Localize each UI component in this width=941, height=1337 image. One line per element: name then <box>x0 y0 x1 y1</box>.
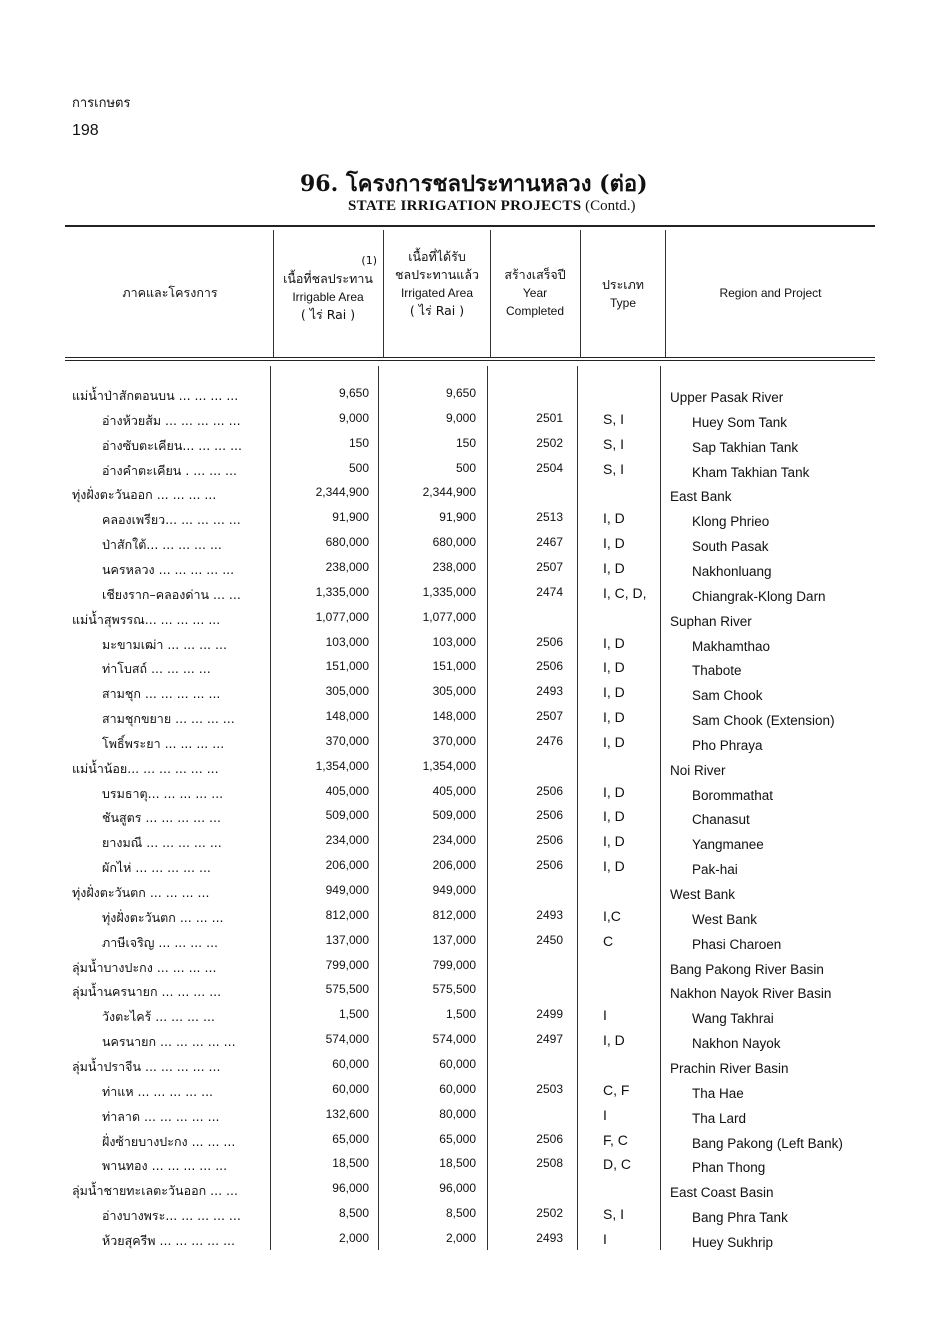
year-completed-value: 2499 <box>536 1007 563 1022</box>
project-type-value: F, C <box>603 1131 628 1148</box>
row-name-english: Bang Phra Tank <box>692 1210 788 1226</box>
project-type-value: I <box>603 1230 607 1247</box>
column-header-irrigable <box>275 252 381 324</box>
project-type-value: S, I <box>603 1206 625 1223</box>
irrigable-area-value: 405,000 <box>325 783 369 798</box>
row-name-thai: ชันสูตร ... ... ... ... ... <box>102 810 221 826</box>
irrigable-area-value: 500 <box>348 460 369 475</box>
row-name-thai: ลุ่มน้ำปราจีน ... ... ... ... ... <box>72 1058 221 1074</box>
irrigable-area-value: 305,000 <box>325 684 369 699</box>
row-name-thai: วังตะไคร้ ... ... ... ... <box>102 1009 215 1025</box>
year-completed-value: 2450 <box>536 932 563 947</box>
irrigable-area-value: 574,000 <box>325 1032 369 1047</box>
row-name-english: Phan Thong <box>692 1160 766 1176</box>
row-name-english: Bang Pakong (Left Bank) <box>692 1135 843 1151</box>
year-completed-value: 2476 <box>536 733 563 748</box>
row-name-thai: อ่างคำตะเคียน . ... ... ... <box>102 462 237 478</box>
irrigated-area-value: 18,500 <box>439 1156 476 1171</box>
project-type-value: I, D <box>603 659 625 676</box>
row-name-thai: ฝั่งซ้ายบางปะกง ... ... ... <box>102 1133 236 1149</box>
year-completed-value: 2493 <box>536 1230 563 1245</box>
row-name-thai: บรมธาตุ... ... ... ... ... <box>102 785 224 801</box>
footnote-marker: (1) <box>361 254 377 267</box>
irrigable-area-value: 2,000 <box>338 1230 369 1245</box>
irrigated-area-value: 575,500 <box>432 982 476 997</box>
irrigable-area-value: 799,000 <box>325 957 369 972</box>
irrigable-area-value: 132,600 <box>325 1106 369 1121</box>
table-row <box>0 979 941 1004</box>
table-row <box>0 756 941 781</box>
irrigable-area-value: 60,000 <box>332 1056 369 1071</box>
table-row <box>0 1129 941 1154</box>
row-name-thai: อ่างห้วยส้ม ... ... ... ... ... <box>102 412 241 428</box>
irrigable-area-value: 65,000 <box>332 1131 369 1146</box>
row-name-english: West Bank <box>670 887 736 902</box>
irrigated-area-value: 9,000 <box>445 410 476 425</box>
row-name-english: Makhamthao <box>692 638 771 654</box>
row-name-thai: สามชุก ... ... ... ... ... <box>102 686 221 702</box>
irrigable-area-value: 206,000 <box>325 858 369 873</box>
table-row <box>0 706 941 731</box>
table-row <box>0 1178 941 1203</box>
table-row <box>0 582 941 607</box>
row-name-thai: คลองเพรียว... ... ... ... ... <box>102 512 241 528</box>
irrigated-area-value: 65,000 <box>439 1131 476 1146</box>
table-row <box>0 781 941 806</box>
irrigated-english-label: Irrigated Area <box>400 286 474 300</box>
row-name-english: Tha Hae <box>692 1085 744 1101</box>
irrigable-area-value: 103,000 <box>325 634 369 649</box>
irrigable-area-value: 60,000 <box>332 1081 369 1096</box>
year-completed-value: 2497 <box>536 1032 563 1047</box>
table-row <box>0 656 941 681</box>
row-name-thai: ลุ่มน้ำชายทะเลตะวันออก ... ... <box>72 1183 238 1199</box>
table-row <box>0 383 941 408</box>
irrigable-area-value: 509,000 <box>325 808 369 823</box>
row-name-thai: ท่าโบสถ์ ... ... ... ... <box>102 661 211 677</box>
year-completed-value: 2501 <box>536 410 563 425</box>
irrigated-area-value: 234,000 <box>432 833 476 848</box>
table-row <box>0 1228 941 1253</box>
irrigated-area-value: 1,500 <box>445 1007 476 1022</box>
irrigable-area-value: 234,000 <box>325 833 369 848</box>
row-name-english: Sap Takhian Tank <box>692 439 799 455</box>
row-name-thai: ท่าลาด ... ... ... ... ... <box>102 1108 220 1124</box>
column-header-year <box>492 266 578 320</box>
irrigated-area-value: 370,000 <box>432 733 476 748</box>
table-row <box>0 681 941 706</box>
row-name-english: Chanasut <box>692 812 750 828</box>
row-name-english: Phasi Charoen <box>692 936 782 952</box>
year-completed-value: 2513 <box>536 510 563 525</box>
irrigated-area-value: 238,000 <box>432 559 476 574</box>
region-thai-label: ภาคและโครงการ <box>122 285 218 300</box>
row-name-english: Nakhon Nayok River Basin <box>670 986 832 1002</box>
row-name-english: Huey Som Tank <box>692 414 788 430</box>
row-name-thai: อ่างบางพระ... ... ... ... ... <box>102 1208 241 1224</box>
row-name-thai: ผักไห่ ... ... ... ... ... <box>102 860 211 876</box>
table-row <box>0 930 941 955</box>
year-completed-value: 2493 <box>536 907 563 922</box>
table-row <box>0 532 941 557</box>
row-name-english: Pak-hai <box>692 862 738 878</box>
irrigable-area-value: 1,077,000 <box>315 609 369 624</box>
irrigated-area-value: 150 <box>455 435 476 450</box>
row-name-english: Nakhon Nayok <box>692 1036 781 1052</box>
column-divider <box>383 230 384 357</box>
project-type-value: I, D <box>603 833 625 850</box>
table-title-english <box>348 198 636 215</box>
irrigable-area-value: 137,000 <box>325 932 369 947</box>
year-completed-value: 2506 <box>536 858 563 873</box>
row-name-thai: ยางมณี ... ... ... ... ... <box>102 835 222 851</box>
irrigable-area-value: 148,000 <box>325 709 369 724</box>
irrigable-english-label: Irrigable Area <box>292 290 364 304</box>
year-thai-label: สร้างเสร็จปี <box>504 267 566 282</box>
irrigated-area-value: 96,000 <box>439 1181 476 1196</box>
irrigated-area-value: 91,900 <box>439 510 476 525</box>
irrigable-area-value: 151,000 <box>325 659 369 674</box>
project-type-value: I,C <box>603 907 621 924</box>
irrigable-area-value: 1,354,000 <box>315 758 369 773</box>
row-name-english: Huey Sukhrip <box>692 1234 774 1250</box>
irrigable-area-value: 91,900 <box>332 510 369 525</box>
irrigable-area-value: 1,500 <box>338 1007 369 1022</box>
title-contd: (Contd.) <box>585 198 636 214</box>
table-row <box>0 955 941 980</box>
row-name-thai: สามชุกขยาย ... ... ... ... <box>102 711 235 727</box>
year-completed-value: 2506 <box>536 808 563 823</box>
table-number: 96. <box>300 171 339 197</box>
year-english-label-1: Year <box>522 286 548 300</box>
project-type-value: I, D <box>603 510 625 527</box>
project-type-value: I, D <box>603 1032 625 1049</box>
project-type-value: C, F <box>603 1081 630 1098</box>
irrigable-area-value: 680,000 <box>325 535 369 550</box>
row-name-english: South Pasak <box>692 539 769 555</box>
project-type-value: S, I <box>603 410 625 427</box>
row-name-english: West Bank <box>692 911 758 927</box>
project-type-value: I, D <box>603 808 625 825</box>
table-row <box>0 1029 941 1054</box>
row-name-thai: ภาษีเจริญ ... ... ... ... <box>102 934 219 950</box>
row-name-english: Sam Chook (Extension) <box>692 713 835 729</box>
irrigated-area-value: 680,000 <box>432 535 476 550</box>
irrigated-area-value: 137,000 <box>432 932 476 947</box>
table-row <box>0 632 941 657</box>
irrigable-area-value: 8,500 <box>338 1206 369 1221</box>
row-name-thai: ทุ่งฝั่งตะวันตก ... ... ... <box>102 909 224 925</box>
table-row <box>0 880 941 905</box>
irrigable-area-value: 96,000 <box>332 1181 369 1196</box>
table-row <box>0 1104 941 1129</box>
irrigated-area-value: 1,077,000 <box>422 609 476 624</box>
year-completed-value: 2474 <box>536 584 563 599</box>
row-name-thai: ทุ่งฝั่งตะวันตก ... ... ... ... <box>72 885 210 900</box>
page-number: 198 <box>72 122 99 139</box>
year-completed-value: 2504 <box>536 460 563 475</box>
row-name-thai: นครหลวง ... ... ... ... ... <box>102 561 235 577</box>
table-row <box>0 458 941 483</box>
irrigable-area-value: 812,000 <box>325 907 369 922</box>
table-row <box>0 607 941 632</box>
irrigated-area-value: 1,335,000 <box>422 584 476 599</box>
irrigated-area-value: 812,000 <box>432 907 476 922</box>
project-type-value: I, D <box>603 733 625 750</box>
column-divider <box>580 230 581 357</box>
irrigated-area-value: 103,000 <box>432 634 476 649</box>
row-name-thai: พานทอง ... ... ... ... ... <box>102 1158 228 1174</box>
column-header-region-thai <box>70 284 270 302</box>
row-name-english: Pho Phraya <box>692 737 763 753</box>
irrigable-area-value: 238,000 <box>325 559 369 574</box>
table-row <box>0 830 941 855</box>
year-completed-value: 2508 <box>536 1156 563 1171</box>
irrigated-thai-label-2: ชลประทานแล้ว <box>394 267 480 282</box>
row-name-english: East Coast Basin <box>670 1185 774 1201</box>
irrigated-area-value: 574,000 <box>432 1032 476 1047</box>
table-title-thai <box>300 166 648 201</box>
irrigable-area-value: 9,650 <box>338 386 369 400</box>
running-header: การเกษตร <box>72 96 131 111</box>
year-completed-value: 2502 <box>536 435 563 450</box>
table-row <box>0 1203 941 1228</box>
row-name-thai: แม่น้ำน้อย... ... ... ... ... ... <box>72 760 219 776</box>
column-divider <box>665 230 666 357</box>
row-name-thai: แม่น้ำป่าสักตอนบน ... ... ... ... <box>72 388 239 403</box>
row-name-english: Noi River <box>670 762 726 778</box>
project-type-value: I, D <box>603 535 625 552</box>
table-row <box>0 905 941 930</box>
irrigated-area-value: 80,000 <box>439 1106 476 1121</box>
row-name-thai: มะขามเฒ่า ... ... ... ... <box>102 636 227 652</box>
year-completed-value: 2506 <box>536 833 563 848</box>
row-name-english: Nakhonluang <box>692 563 772 579</box>
table-row <box>0 805 941 830</box>
column-header-irrigated <box>385 248 489 320</box>
row-name-english: Upper Pasak River <box>670 390 784 405</box>
row-name-english: Klong Phrieo <box>692 514 770 530</box>
row-name-thai: แม่น้ำสุพรรณ... ... ... ... ... <box>72 611 221 627</box>
project-type-value: S, I <box>603 460 625 477</box>
irrigable-area-value: 1,335,000 <box>315 584 369 599</box>
row-name-english: Wang Takhrai <box>692 1011 774 1027</box>
irrigated-area-value: 60,000 <box>439 1081 476 1096</box>
year-completed-value: 2502 <box>536 1206 563 1221</box>
project-type-value: I, D <box>603 684 625 701</box>
project-type-value: I <box>603 1106 607 1123</box>
table-row <box>0 731 941 756</box>
table-row <box>0 408 941 433</box>
year-completed-value: 2507 <box>536 709 563 724</box>
year-english-label-2: Completed <box>505 304 565 318</box>
header-bottom-rule-2 <box>65 360 875 361</box>
row-name-english: Yangmanee <box>692 837 764 853</box>
year-completed-value: 2506 <box>536 1131 563 1146</box>
row-name-thai: นครนายก ... ... ... ... ... <box>102 1034 236 1050</box>
row-name-english: East Bank <box>670 489 732 505</box>
project-type-value: I, D <box>603 858 625 875</box>
year-completed-value: 2493 <box>536 684 563 699</box>
row-name-english: Borommathat <box>692 787 774 803</box>
year-completed-value: 2503 <box>536 1081 563 1096</box>
project-type-value: I, D <box>603 634 625 651</box>
column-header-region-english <box>668 284 873 302</box>
region-english-label: Region and Project <box>719 286 822 300</box>
irrigated-area-value: 405,000 <box>432 783 476 798</box>
irrigated-area-value: 8,500 <box>445 1206 476 1221</box>
row-name-english: Thabote <box>692 663 742 679</box>
year-completed-value: 2507 <box>536 559 563 574</box>
irrigated-area-value: 799,000 <box>432 957 476 972</box>
title-english-text: STATE IRRIGATION PROJECTS <box>348 198 582 214</box>
table-row <box>0 1153 941 1178</box>
project-type-value: C <box>603 932 614 949</box>
irrigable-area-value: 949,000 <box>325 883 369 897</box>
project-type-value: I <box>603 1007 607 1024</box>
table-row <box>0 557 941 582</box>
row-name-thai: ลุ่มน้ำบางปะกง ... ... ... ... <box>72 959 217 975</box>
row-name-english: Prachin River Basin <box>670 1060 789 1076</box>
type-english-label: Type <box>609 296 636 310</box>
irrigable-area-value: 18,500 <box>332 1156 369 1171</box>
year-completed-value: 2506 <box>536 783 563 798</box>
row-name-english: Bang Pakong River Basin <box>670 961 824 977</box>
irrigated-area-value: 148,000 <box>432 709 476 724</box>
project-type-value: I, C, D, <box>603 584 647 601</box>
irrigated-area-value: 509,000 <box>432 808 476 823</box>
row-name-thai: โพธิ์พระยา ... ... ... ... <box>102 735 225 751</box>
table-row <box>0 482 941 507</box>
table-row <box>0 507 941 532</box>
table-row <box>0 1079 941 1104</box>
irrigated-thai-label-1: เนื้อที่ได้รับ <box>408 249 466 264</box>
column-divider <box>490 230 491 357</box>
irrigable-thai-label: เนื้อที่ชลประทาน <box>283 271 373 286</box>
row-name-english: Chiangrak-Klong Darn <box>692 588 826 604</box>
column-header-type <box>582 276 664 312</box>
irrigated-area-value: 2,000 <box>445 1230 476 1245</box>
irrigable-area-value: 9,000 <box>338 410 369 425</box>
irrigated-area-value: 151,000 <box>432 659 476 674</box>
table-row <box>0 1004 941 1029</box>
project-type-value: S, I <box>603 435 625 452</box>
irrigated-area-value: 949,000 <box>432 883 476 897</box>
project-type-value: D, C <box>603 1156 631 1173</box>
irrigable-area-value: 150 <box>348 435 369 450</box>
irrigated-area-value: 500 <box>455 460 476 475</box>
title-thai-text: โครงการชลประทานหลวง (ต่อ) <box>345 171 648 197</box>
project-type-value: I, D <box>603 559 625 576</box>
column-divider <box>273 230 274 357</box>
type-thai-label: ประเภท <box>601 277 645 292</box>
row-name-thai: เชียงราก–คลองด่าน ... ... <box>102 586 241 602</box>
row-name-thai: ป่าสักใต้... ... ... ... ... <box>102 537 222 553</box>
irrigated-area-value: 1,354,000 <box>422 758 476 773</box>
table-row <box>0 855 941 880</box>
row-name-thai: อ่างซับตะเคียน... ... ... ... <box>102 437 242 453</box>
irrigated-area-value: 2,344,900 <box>422 485 476 500</box>
row-name-english: Tha Lard <box>692 1110 747 1126</box>
irrigated-area-value: 206,000 <box>432 858 476 873</box>
irrigated-area-value: 9,650 <box>445 386 476 400</box>
header-bottom-rule <box>65 357 875 358</box>
top-rule <box>65 225 875 227</box>
row-name-english: Suphan River <box>670 613 752 629</box>
irrigated-unit: ( ไร่ Rai ) <box>409 303 465 318</box>
row-name-english: Kham Takhian Tank <box>692 464 810 480</box>
year-completed-value: 2467 <box>536 535 563 550</box>
project-type-value: I, D <box>603 709 625 726</box>
irrigable-unit: ( ไร่ Rai ) <box>300 307 356 322</box>
year-completed-value: 2506 <box>536 659 563 674</box>
table-row <box>0 1054 941 1079</box>
irrigable-area-value: 370,000 <box>325 733 369 748</box>
row-name-thai: ห้วยสุครีพ ... ... ... ... ... <box>102 1232 235 1248</box>
irrigable-area-value: 575,500 <box>325 982 369 997</box>
irrigable-area-value: 2,344,900 <box>315 485 369 500</box>
year-completed-value: 2506 <box>536 634 563 649</box>
irrigated-area-value: 305,000 <box>432 684 476 699</box>
irrigated-area-value: 60,000 <box>439 1056 476 1071</box>
row-name-english: Sam Chook <box>692 688 763 704</box>
row-name-thai: ทุ่งฝั่งตะวันออก ... ... ... ... <box>72 487 217 503</box>
row-name-thai: ลุ่มน้ำนครนายก ... ... ... ... <box>72 984 222 1000</box>
project-type-value: I, D <box>603 783 625 800</box>
row-name-thai: ท่าแห ... ... ... ... ... <box>102 1083 214 1099</box>
table-row <box>0 433 941 458</box>
